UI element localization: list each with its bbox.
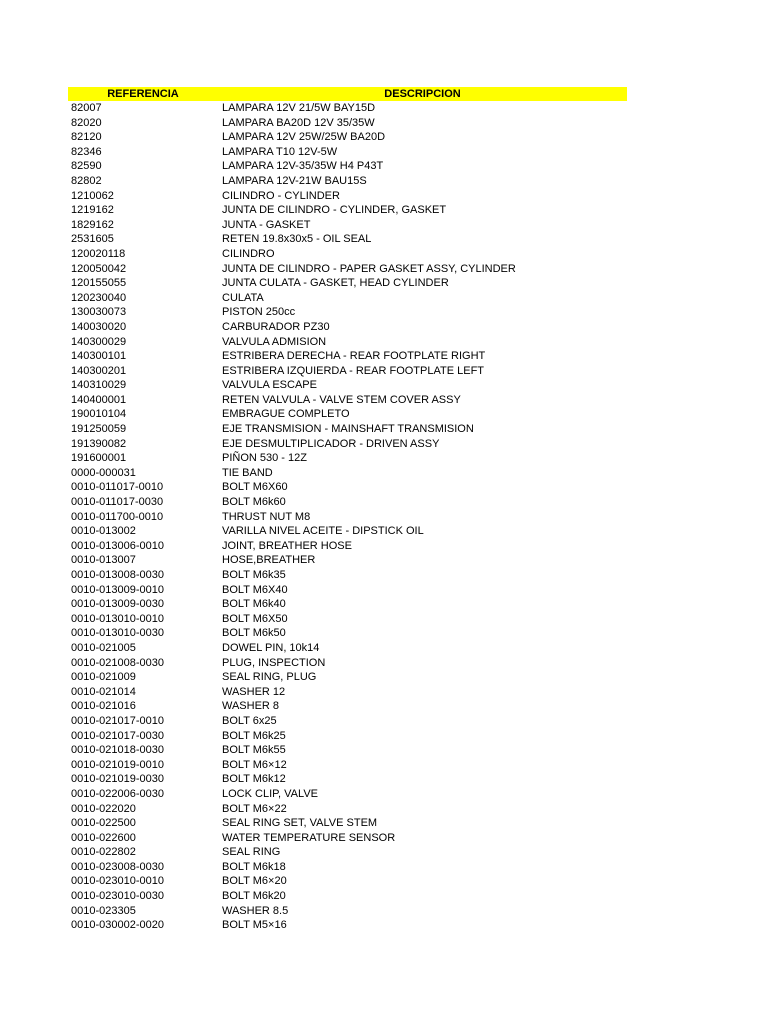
- cell-referencia: 140400001: [71, 393, 127, 406]
- cell-referencia: 0010-021008-0030: [71, 656, 164, 669]
- table-row: [68, 539, 627, 554]
- cell-referencia: 2531605: [71, 233, 114, 246]
- table-row: [68, 407, 627, 422]
- cell-descripcion: EJE DESMULTIPLICADOR - DRIVEN ASSY: [222, 437, 440, 450]
- cell-descripcion: RETEN VALVULA - VALVE STEM COVER ASSY: [222, 393, 461, 406]
- cell-descripcion: VARILLA NIVEL ACEITE - DIPSTICK OIL: [222, 525, 424, 538]
- table-row: [68, 918, 627, 933]
- cell-referencia: 120230040: [71, 291, 127, 304]
- cell-descripcion: LOCK CLIP, VALVE: [222, 787, 318, 800]
- table-row: [68, 816, 627, 831]
- table-row: [68, 699, 627, 714]
- cell-referencia: 140300101: [71, 350, 127, 363]
- table-row: [68, 437, 627, 452]
- cell-descripcion: LAMPARA T10 12V-5W: [222, 145, 338, 158]
- cell-descripcion: LAMPARA 12V 21/5W BAY15D: [222, 102, 376, 114]
- cell-referencia: 0010-021019-0030: [71, 773, 164, 786]
- table-row: [68, 495, 627, 510]
- cell-descripcion: EJE TRANSMISION - MAINSHAFT TRANSMISION: [222, 423, 474, 436]
- cell-descripcion: BOLT M6k40: [222, 598, 286, 611]
- table-row: [68, 276, 627, 291]
- cell-descripcion: ESTRIBERA DERECHA - REAR FOOTPLATE RIGHT: [222, 350, 486, 363]
- cell-descripcion: HOSE,BREATHER: [222, 554, 316, 567]
- cell-descripcion: BOLT M5×16: [222, 919, 287, 932]
- header-descripcion: DESCRIPCION: [384, 88, 461, 100]
- cell-descripcion: VALVULA ESCAPE: [222, 379, 317, 392]
- cell-descripcion: SEAL RING SET, VALVE STEM: [222, 817, 378, 830]
- cell-referencia: 0010-013009-0010: [71, 583, 164, 596]
- table-row: [68, 510, 627, 525]
- cell-descripcion: BOLT M6×20: [222, 875, 287, 888]
- table-row: [68, 612, 627, 627]
- table-row: [68, 320, 627, 335]
- cell-descripcion: WASHER 8: [222, 700, 280, 713]
- cell-descripcion: JUNTA DE CILINDRO - CYLINDER, GASKET: [222, 204, 447, 217]
- cell-referencia: 190010104: [71, 408, 127, 421]
- table-row: [68, 904, 627, 919]
- cell-descripcion: PISTON 250cc: [222, 306, 296, 319]
- cell-referencia: 120020118: [71, 247, 126, 260]
- cell-referencia: 82346: [71, 145, 102, 158]
- cell-referencia: 0010-011017-0010: [71, 481, 164, 494]
- table-row: [68, 874, 627, 889]
- table-header: [68, 87, 627, 101]
- cell-referencia: 0010-023305: [71, 904, 136, 917]
- table-row: [68, 451, 627, 466]
- cell-descripcion: ESTRIBERA IZQUIERDA - REAR FOOTPLATE LEFT: [222, 364, 485, 377]
- cell-referencia: 0010-013010-0030: [71, 627, 164, 640]
- cell-referencia: 0010-021017-0010: [71, 714, 164, 727]
- table-row: [68, 174, 627, 189]
- table-row: [68, 772, 627, 787]
- cell-referencia: 0010-022006-0030: [71, 787, 164, 800]
- cell-referencia: 0010-021018-0030: [71, 744, 164, 757]
- header-referencia: REFERENCIA: [107, 88, 179, 100]
- cell-referencia: 140300029: [71, 335, 127, 348]
- table-row: [68, 189, 627, 204]
- table-row: [68, 364, 627, 379]
- cell-descripcion: JOINT, BREATHER HOSE: [222, 539, 352, 552]
- table-row: [68, 583, 627, 598]
- cell-referencia: 0010-013009-0030: [71, 598, 164, 611]
- table-row: [68, 553, 627, 568]
- cell-descripcion: BOLT M6k50: [222, 627, 286, 640]
- cell-descripcion: CARBURADOR PZ30: [222, 320, 330, 333]
- table-row: [68, 656, 627, 671]
- cell-referencia: 140300201: [71, 364, 127, 377]
- table-row: [68, 247, 627, 262]
- cell-descripcion: BOLT M6k60: [222, 496, 286, 509]
- cell-referencia: 0010-030002-0020: [71, 919, 164, 932]
- cell-referencia: 82802: [71, 174, 102, 187]
- table-row: [68, 729, 627, 744]
- cell-referencia: 120050042: [71, 262, 127, 275]
- cell-referencia: 0010-013008-0030: [71, 569, 164, 581]
- table-row: [68, 232, 627, 247]
- cell-descripcion: VALVULA ADMISION: [222, 335, 327, 348]
- table-row: [68, 845, 627, 860]
- table-row: [68, 422, 627, 437]
- cell-descripcion: THRUST NUT M8: [222, 510, 311, 523]
- cell-referencia: 0010-022500: [71, 817, 136, 830]
- cell-descripcion: BOLT M6X50: [222, 612, 288, 625]
- table-row: [68, 145, 627, 160]
- table-row: [68, 889, 627, 904]
- cell-referencia: 0010-021017-0030: [71, 729, 164, 742]
- table-row: [68, 305, 627, 320]
- table-row: [68, 597, 627, 612]
- cell-referencia: 0010-021005: [71, 641, 136, 654]
- cell-referencia: 0010-022600: [71, 831, 136, 844]
- cell-referencia: 0010-021014: [71, 685, 136, 698]
- cell-descripcion: PIÑON 530 - 12Z: [222, 452, 307, 465]
- cell-descripcion: WASHER 8.5: [222, 904, 289, 917]
- cell-descripcion: BOLT M6k20: [222, 890, 286, 903]
- cell-descripcion: LAMPARA 12V 25W/25W BA20D: [222, 131, 386, 144]
- table-row: [68, 101, 627, 116]
- cell-referencia: 0010-011017-0030: [71, 496, 164, 509]
- cell-referencia: 191600001: [71, 452, 127, 465]
- table-row: [68, 685, 627, 700]
- cell-referencia: 191250059: [71, 423, 127, 436]
- cell-descripcion: PLUG, INSPECTION: [222, 656, 326, 669]
- cell-referencia: 120155055: [71, 277, 127, 290]
- cell-referencia: 0010-023010-0010: [71, 875, 164, 888]
- cell-descripcion: CULATA: [222, 291, 264, 304]
- cell-descripcion: BOLT M6k55: [222, 744, 286, 757]
- cell-referencia: 82020: [71, 116, 102, 129]
- cell-referencia: 0010-023008-0030: [71, 860, 164, 873]
- table-body: [68, 101, 627, 933]
- cell-descripcion: BOLT M6k18: [222, 860, 286, 873]
- cell-referencia: 0010-021016: [71, 700, 136, 713]
- table-row: [68, 116, 627, 131]
- cell-descripcion: WATER TEMPERATURE SENSOR: [222, 831, 396, 844]
- table-row: [68, 670, 627, 685]
- cell-referencia: 0010-022020: [71, 802, 136, 815]
- cell-referencia: 0010-022802: [71, 846, 136, 859]
- table-row: [68, 831, 627, 846]
- cell-descripcion: EMBRAGUE COMPLETO: [222, 408, 350, 421]
- cell-referencia: 0000-000031: [71, 466, 136, 479]
- cell-descripcion: BOLT M6X40: [222, 583, 288, 596]
- cell-referencia: 0010-023010-0030: [71, 890, 164, 903]
- cell-descripcion: JUNTA - GASKET: [222, 218, 311, 231]
- table-row: [68, 159, 627, 174]
- table-row: [68, 524, 627, 539]
- cell-descripcion: BOLT M6×22: [222, 802, 287, 815]
- cell-descripcion: JUNTA CULATA - GASKET, HEAD CYLINDER: [222, 277, 449, 290]
- cell-descripcion: BOLT M6k35: [222, 569, 286, 581]
- table-row: [68, 860, 627, 875]
- cell-referencia: 0010-013010-0010: [71, 612, 164, 625]
- cell-descripcion: RETEN 19.8x30x5 - OIL SEAL: [222, 233, 372, 246]
- cell-descripcion: LAMPARA 12V-21W BAU15S: [222, 174, 367, 187]
- cell-descripcion: CILINDRO: [222, 247, 275, 260]
- table-row: [68, 335, 627, 350]
- cell-referencia: 82120: [71, 131, 102, 144]
- cell-referencia: 82590: [71, 160, 102, 173]
- parts-table: [68, 87, 627, 933]
- table-row: [68, 802, 627, 817]
- cell-referencia: 130030073: [71, 306, 127, 319]
- table-row: [68, 291, 627, 306]
- cell-descripcion: BOLT 6x25: [222, 714, 277, 727]
- table-row: [68, 480, 627, 495]
- cell-descripcion: CILINDRO - CYLINDER: [222, 189, 340, 202]
- table-row: [68, 626, 627, 641]
- cell-referencia: 1829162: [71, 218, 114, 231]
- table-row: [68, 262, 627, 277]
- cell-descripcion: TIE BAND: [222, 466, 273, 479]
- table-row: [68, 203, 627, 218]
- cell-descripcion: LAMPARA BA20D 12V 35/35W: [222, 116, 375, 129]
- cell-descripcion: LAMPARA 12V-35/35W H4 P43T: [222, 160, 384, 173]
- table-row: [68, 393, 627, 408]
- table-row: [68, 568, 627, 583]
- table-row: [68, 378, 627, 393]
- table-row: [68, 218, 627, 233]
- table-row: [68, 714, 627, 729]
- cell-descripcion: WASHER 12: [222, 685, 286, 698]
- cell-descripcion: SEAL RING: [222, 846, 281, 859]
- table-row: [68, 787, 627, 802]
- table-row: [68, 743, 627, 758]
- cell-descripcion: BOLT M6k12: [222, 773, 286, 786]
- table-row: [68, 130, 627, 145]
- cell-referencia: 0010-021019-0010: [71, 758, 164, 771]
- cell-descripcion: SEAL RING, PLUG: [222, 671, 317, 684]
- cell-referencia: 140030020: [71, 320, 127, 333]
- cell-referencia: 0010-013006-0010: [71, 539, 164, 552]
- cell-descripcion: BOLT M6×12: [222, 758, 287, 771]
- table-row: [68, 466, 627, 481]
- cell-descripcion: DOWEL PIN, 10k14: [222, 641, 320, 654]
- cell-referencia: 0010-021009: [71, 671, 136, 684]
- table-row: [68, 758, 627, 773]
- cell-referencia: 1210062: [71, 189, 114, 202]
- table-row: [68, 349, 627, 364]
- cell-descripcion: BOLT M6k25: [222, 729, 286, 742]
- cell-referencia: 0010-013007: [71, 554, 136, 567]
- cell-referencia: 140310029: [71, 379, 127, 392]
- cell-referencia: 1219162: [71, 204, 114, 217]
- cell-referencia: 191390082: [71, 437, 127, 450]
- cell-descripcion: BOLT M6X60: [222, 481, 288, 494]
- cell-referencia: 0010-013002: [71, 525, 136, 538]
- cell-referencia: 0010-011700-0010: [71, 510, 164, 523]
- table-row: [68, 641, 627, 656]
- cell-descripcion: JUNTA DE CILINDRO - PAPER GASKET ASSY, CYLINDER: [222, 262, 516, 275]
- cell-referencia: 82007: [71, 102, 102, 114]
